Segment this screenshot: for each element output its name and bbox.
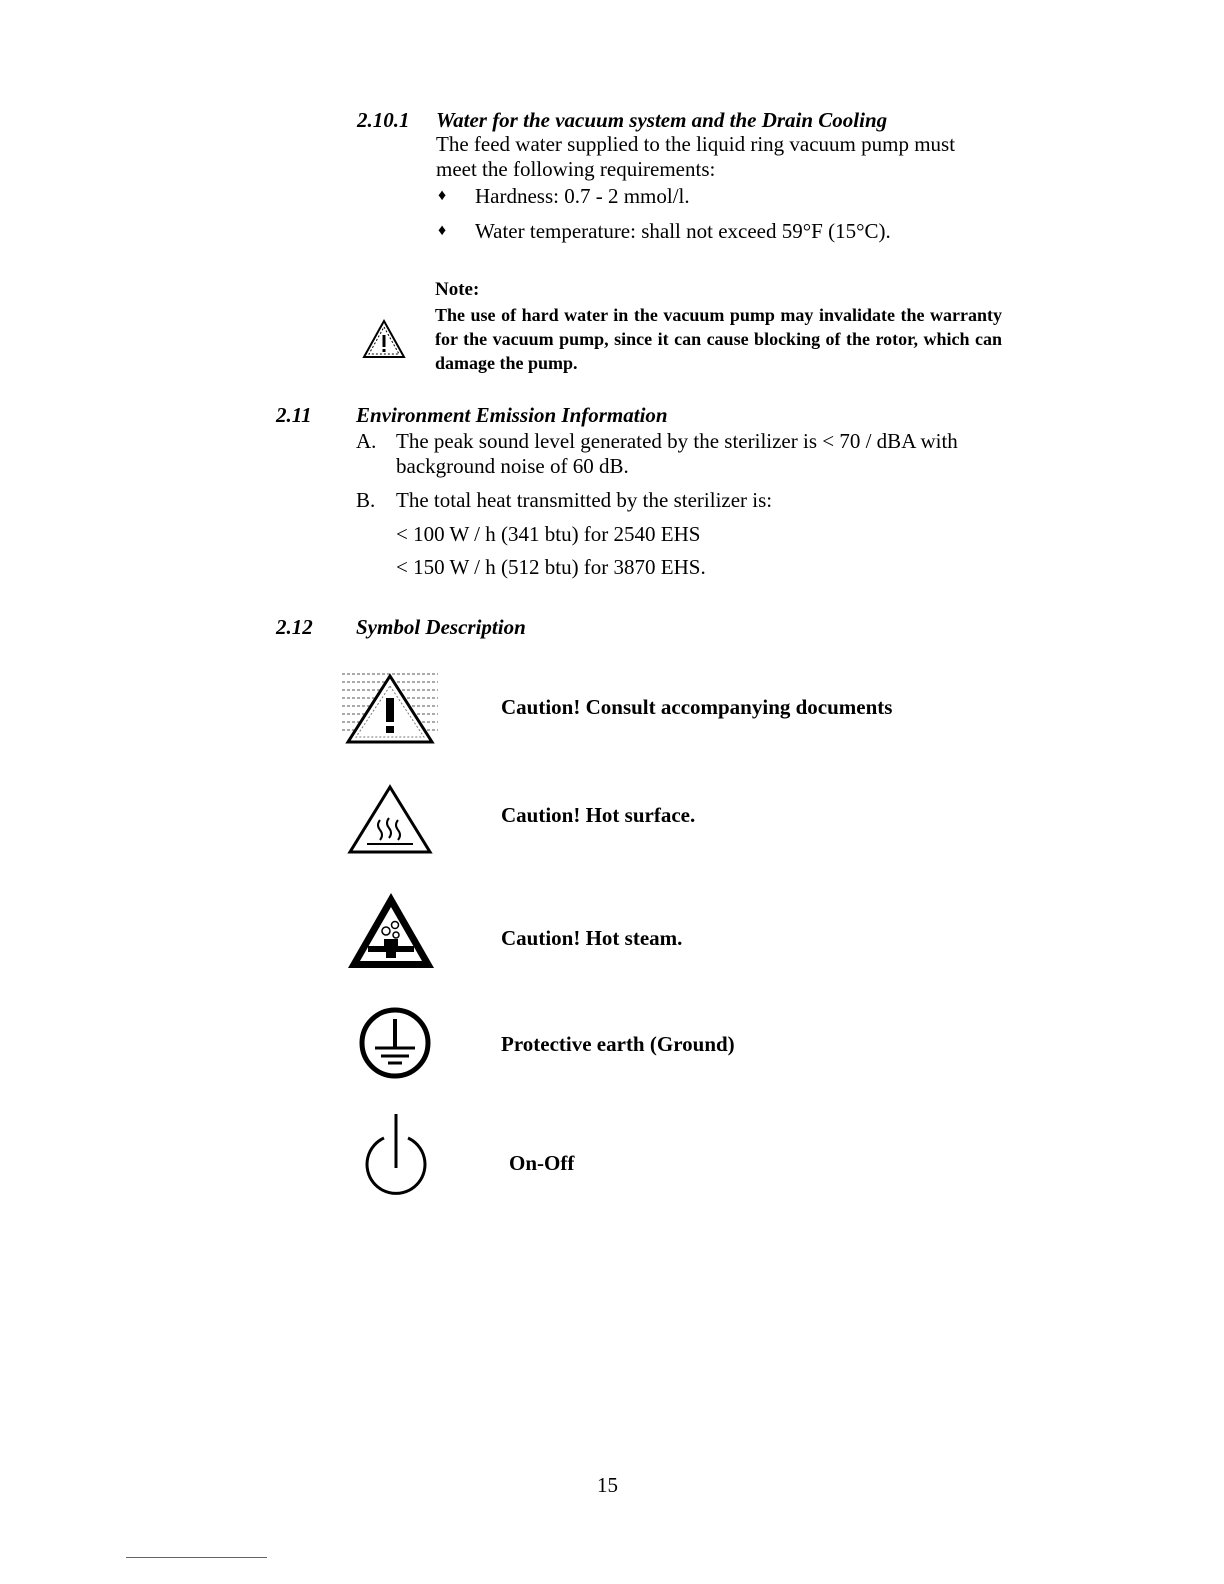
note-text: The use of hard water in the vacuum pump may invalidate the warranty for the vacuum pump, since it can cause blocking of the rotor, which can damage the pump.	[435, 305, 1002, 373]
hot-steam-icon	[346, 891, 436, 971]
caution-triangle-icon	[340, 670, 440, 748]
list-text: < 100 W / h (341 btu) for 2540 EHS	[396, 522, 701, 546]
warning-triangle-icon	[361, 318, 407, 360]
list-text: background noise of 60 dB.	[396, 454, 629, 478]
page-number: 15	[597, 1473, 618, 1497]
bullet-text: Hardness: 0.7 - 2 mmol/l.	[475, 184, 690, 208]
bullet-text: Water temperature: shall not exceed 59°F (15°C).	[475, 219, 891, 243]
section-title: Symbol Description	[356, 615, 526, 639]
bullet-marker: ♦	[438, 187, 447, 204]
section-number: 2.10.1	[357, 108, 410, 132]
list-letter: B.	[356, 488, 376, 512]
list-letter: A.	[356, 429, 377, 453]
symbol-label: Caution! Consult accompanying documents	[501, 695, 893, 719]
list-text: < 150 W / h (512 btu) for 3870 EHS.	[396, 555, 706, 579]
symbol-label: Protective earth (Ground)	[501, 1032, 735, 1056]
note-title: Note:	[435, 279, 480, 300]
list-text: The total heat transmitted by the sterilizer is:	[396, 488, 773, 512]
section-number: 2.11	[276, 403, 312, 427]
power-icon	[362, 1112, 430, 1196]
intro-line: The feed water supplied to the liquid ring vacuum pump must	[436, 132, 956, 156]
intro-line: meet the following requirements:	[436, 157, 716, 181]
symbol-label: On-Off	[509, 1151, 575, 1175]
section-number: 2.12	[276, 615, 313, 639]
bullet-marker: ♦	[438, 222, 447, 239]
symbol-label: Caution! Hot surface.	[501, 803, 696, 827]
hot-surface-icon	[347, 784, 433, 856]
protective-earth-icon	[357, 1005, 433, 1081]
section-title: Environment Emission Information	[356, 403, 668, 427]
section-title: Water for the vacuum system and the Drain Cooling	[436, 108, 888, 132]
footer-divider	[126, 1557, 267, 1558]
symbol-label: Caution! Hot steam.	[501, 926, 683, 950]
list-text: The peak sound level generated by the sterilizer is < 70 / dBA with	[396, 429, 958, 453]
